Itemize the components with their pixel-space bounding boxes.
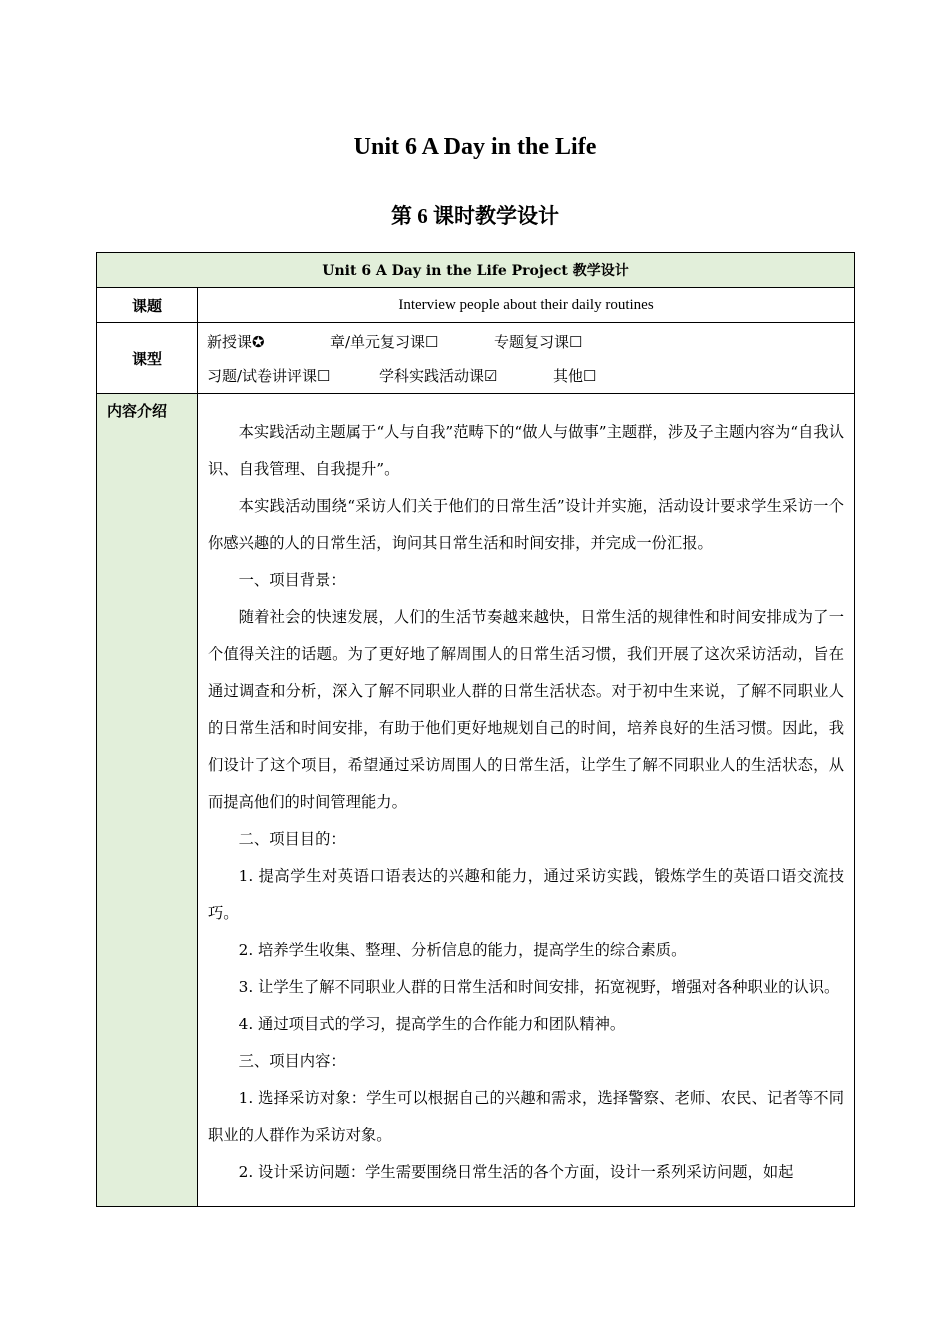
paragraph: 随着社会的快速发展，人们的生活节奏越来越快，日常生活的规律性和时间安排成为了一个值得关注的话题。为了更好地了解周围人的日常生活习惯，我们开展了这次采访活动，旨在通过调查和分析，深入了解不同职业人群的日常生活状态。对于初中生来说，了解不同职业人的日常生活和时间安排，有助于他们更好地规划自己的时间，培养良好的生活习惯。因此，我们设计了这个项目，希望通过采访周围人的日常生活，让学生了解不同职业人的生活状态，从而提高他们的时间管理能力。 (208, 608, 844, 811)
topic-value: Interview people about their daily routines (198, 288, 855, 323)
lesson-plan-table (96, 252, 855, 1207)
type-option-topic-review: 专题复习课☐ (494, 332, 583, 351)
list-item: 2. 培养学生收集、整理、分析信息的能力，提高学生的综合素质。 (238, 941, 687, 959)
list-item: 2. 设计采访问题：学生需要围绕日常生活的各个方面，设计一系列采访问题，如起 (238, 1163, 794, 1181)
section-heading: 一、项目背景： (238, 571, 346, 589)
lesson-type-label: 课型 (97, 323, 198, 394)
paragraph: 本实践活动主题属于“人与自我”范畴下的“做人与做事”主题群，涉及子主题内容为“自我认识、自我管理、自我提升”。 (208, 423, 844, 478)
list-item: 3. 让学生了解不同职业人群的日常生活和时间安排，拓宽视野，增强对各种职业的认识。 (238, 978, 840, 996)
table-header: Unit 6 A Day in the Life Project 教学设计 (97, 253, 855, 288)
section-heading: 二、项目目的： (238, 830, 346, 848)
lesson-type-options (198, 323, 855, 394)
document-subtitle: 第 6 课时教学设计 (391, 204, 559, 228)
paragraph: 本实践活动围绕“采访人们关于他们的日常生活”设计并实施，活动设计要求学生采访一个你感兴趣的人的日常生活，询问其日常生活和时间安排，并完成一份汇报。 (208, 497, 844, 552)
content-intro-label: 内容介绍 (97, 394, 198, 1207)
content-intro-body (198, 394, 855, 1207)
document-title: Unit 6 A Day in the Life (353, 134, 597, 160)
type-option-practice-activity: 学科实践活动课☑ (379, 366, 498, 385)
list-item: 1. 选择采访对象：学生可以根据自己的兴趣和需求，选择警察、老师、农民、记者等不同职业的人群作为采访对象。 (208, 1089, 844, 1144)
list-item: 1. 提高学生对英语口语表达的兴趣和能力，通过采访实践，锻炼学生的英语口语交流技巧。 (208, 867, 844, 922)
type-option-exercise-review: 习题/试卷讲评课☐ (207, 366, 331, 385)
list-item: 4. 通过项目式的学习，提高学生的合作能力和团队精神。 (238, 1015, 626, 1033)
type-option-unit-review: 章/单元复习课☐ (330, 332, 439, 351)
topic-label: 课题 (97, 288, 198, 323)
type-option-new: 新授课✪ (207, 332, 265, 351)
section-heading: 三、项目内容： (238, 1052, 346, 1070)
type-option-other: 其他☐ (553, 366, 597, 385)
